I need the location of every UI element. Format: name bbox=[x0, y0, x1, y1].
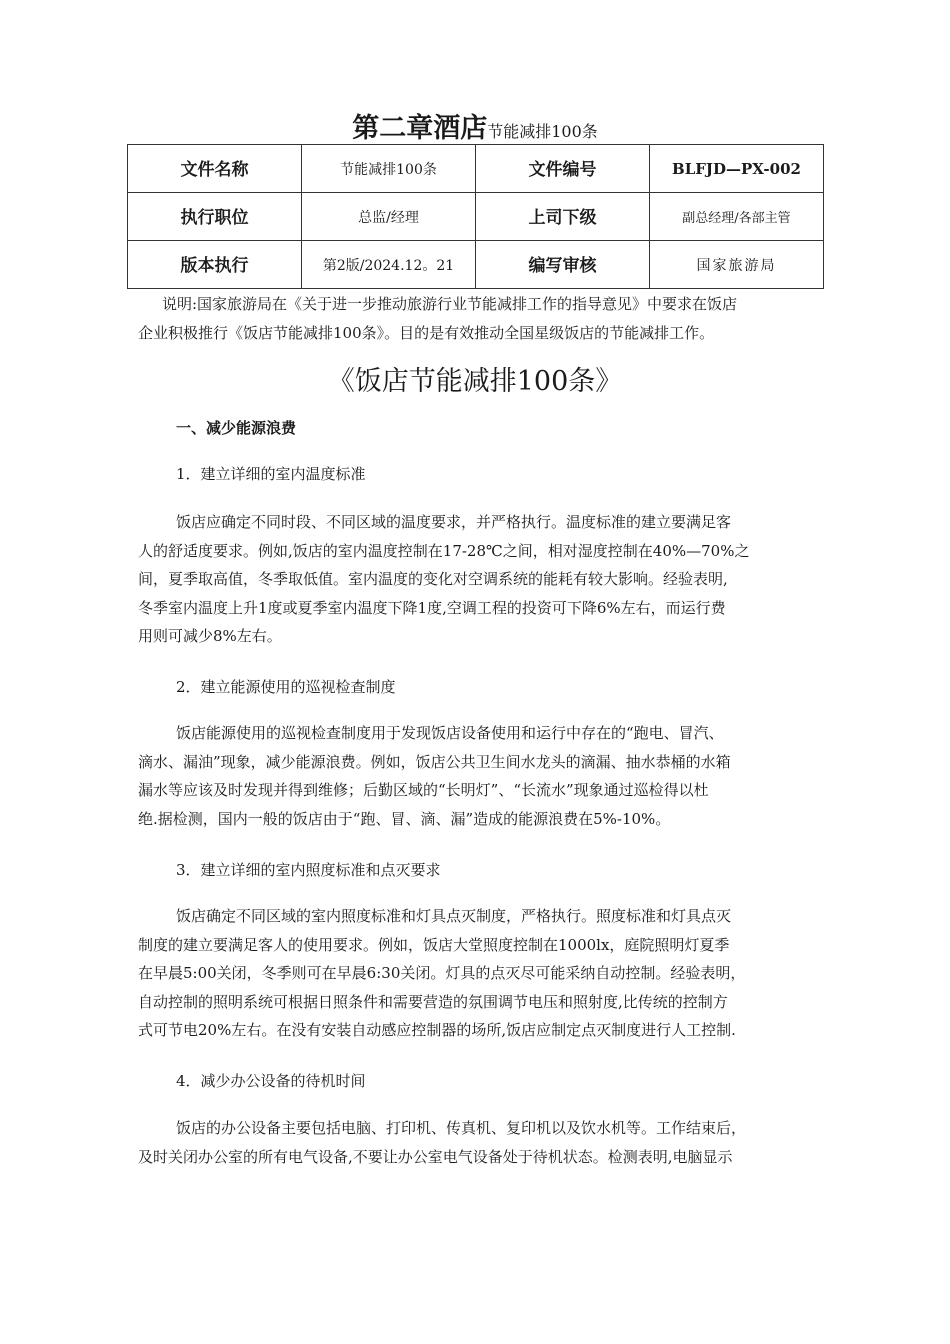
paragraph-line: 制度的建立要满足客人的使用要求。例如，饭店大堂照度控制在1000lx，庭院照明灯夏季 bbox=[138, 935, 730, 954]
table-row bbox=[128, 193, 824, 241]
item-title-3: 3．建立详细的室内照度标准和点灭要求 bbox=[176, 861, 441, 879]
paragraph-line: 及时关闭办公室的所有电气设备,不要让办公室电气设备处于待机状态。检测表明,电脑显示 bbox=[138, 1147, 733, 1166]
paragraph-line: 式可节电20%左右。在没有安装自动感应控制器的场所,饭店应制定点灭制度进行人工控制. bbox=[138, 1021, 736, 1039]
value-file-number: BLFJD—PX-002 bbox=[650, 145, 824, 193]
paragraph-line: 自动控制的照明系统可根据日照条件和需要营造的氛围调节电压和照射度,比传统的控制方 bbox=[138, 992, 728, 1011]
table-row bbox=[128, 241, 824, 289]
main-title: 《饭店节能减排100条》 bbox=[327, 366, 623, 397]
note-line: 说明:国家旅游局在《关于进一步推动旅游行业节能减排工作的指导意见》中要求在饭店 bbox=[162, 295, 738, 313]
paragraph-line: 饭店应确定不同时段、不同区域的温度要求，并严格执行。温度标准的建立要满足客 bbox=[176, 513, 732, 531]
label-superior: 上司下级 bbox=[476, 193, 650, 241]
label-author: 编写审核 bbox=[476, 241, 650, 289]
paragraph-line: 饭店确定不同区域的室内照度标准和灯具点灭制度，严格执行。照度标准和灯具点灭 bbox=[176, 907, 732, 925]
paragraph-line: 饭店能源使用的巡视检查制度用于发现饭店设备使用和运行中存在的“跑电、冒汽、 bbox=[176, 724, 724, 742]
paragraph-line: 滴水、漏油”现象，减少能源浪费。例如，饭店公共卫生间水龙头的滴漏、抽水恭桶的水箱 bbox=[138, 752, 731, 771]
value-file-name: 节能减排100条 bbox=[302, 145, 476, 193]
paragraph-line: 人的舒适度要求。例如,饭店的室内温度控制在17-28℃之间，相对湿度控制在40%—70%之 bbox=[138, 541, 750, 560]
note-line: 企业积极推行《饭店节能减排100条》。目的是有效推动全国星级饭店的节能减排工作。 bbox=[138, 323, 715, 342]
value-author: 国家旅游局 bbox=[650, 241, 824, 289]
document-info-table bbox=[127, 144, 824, 289]
table-row bbox=[128, 145, 824, 193]
label-position: 执行职位 bbox=[128, 193, 302, 241]
item-paragraph-4 bbox=[138, 1114, 828, 1171]
chapter-title-small: 节能减排100条 bbox=[487, 122, 598, 141]
item-title-4: 4．减少办公设备的待机时间 bbox=[176, 1072, 366, 1090]
value-superior: 副总经理/各部主管 bbox=[650, 193, 824, 241]
value-version: 第2版/2024.12。21 bbox=[302, 241, 476, 289]
label-file-name: 文件名称 bbox=[128, 145, 302, 193]
item-paragraph-1 bbox=[138, 508, 828, 651]
paragraph-line: 饭店的办公设备主要包括电脑、打印机、传真机、复印机以及饮水机等。工作结束后， bbox=[176, 1119, 747, 1137]
paragraph-line: 用则可减少8%左右。 bbox=[138, 627, 282, 645]
label-version: 版本执行 bbox=[128, 241, 302, 289]
item-title-2: 2．建立能源使用的巡视检查制度 bbox=[176, 678, 396, 696]
item-paragraph-2 bbox=[138, 719, 828, 833]
paragraph-line: 冬季室内温度上升1度或夏季室内温度下降1度,空调工程的投资可下降6%左右，而运行费 bbox=[138, 598, 726, 617]
note-paragraph bbox=[138, 290, 828, 347]
value-position: 总监/经理 bbox=[302, 193, 476, 241]
chapter-title-bold: 第二章酒店 bbox=[352, 113, 488, 144]
section-heading: 一、减少能源浪费 bbox=[176, 419, 297, 437]
paragraph-line: 绝.据检测，国内一般的饭店由于“跑、冒、滴、漏”造成的能源浪费在5%-10%。 bbox=[138, 809, 671, 828]
label-file-number: 文件编号 bbox=[476, 145, 650, 193]
item-title-1: 1．建立详细的室内温度标准 bbox=[176, 465, 366, 483]
paragraph-line: 间，夏季取高值，冬季取低值。室内温度的变化对空调系统的能耗有较大影响。经验表明, bbox=[138, 570, 728, 588]
item-paragraph-3 bbox=[138, 902, 828, 1045]
paragraph-line: 漏水等应该及时发现并得到维修；后勤区域的“长明灯”、“长流水”现象通过巡检得以杜 bbox=[138, 781, 709, 799]
paragraph-line: 在早晨5:00关闭，冬季则可在早晨6:30关闭。灯具的点灭尽可能采纳自动控制。经验表明， bbox=[138, 964, 746, 982]
